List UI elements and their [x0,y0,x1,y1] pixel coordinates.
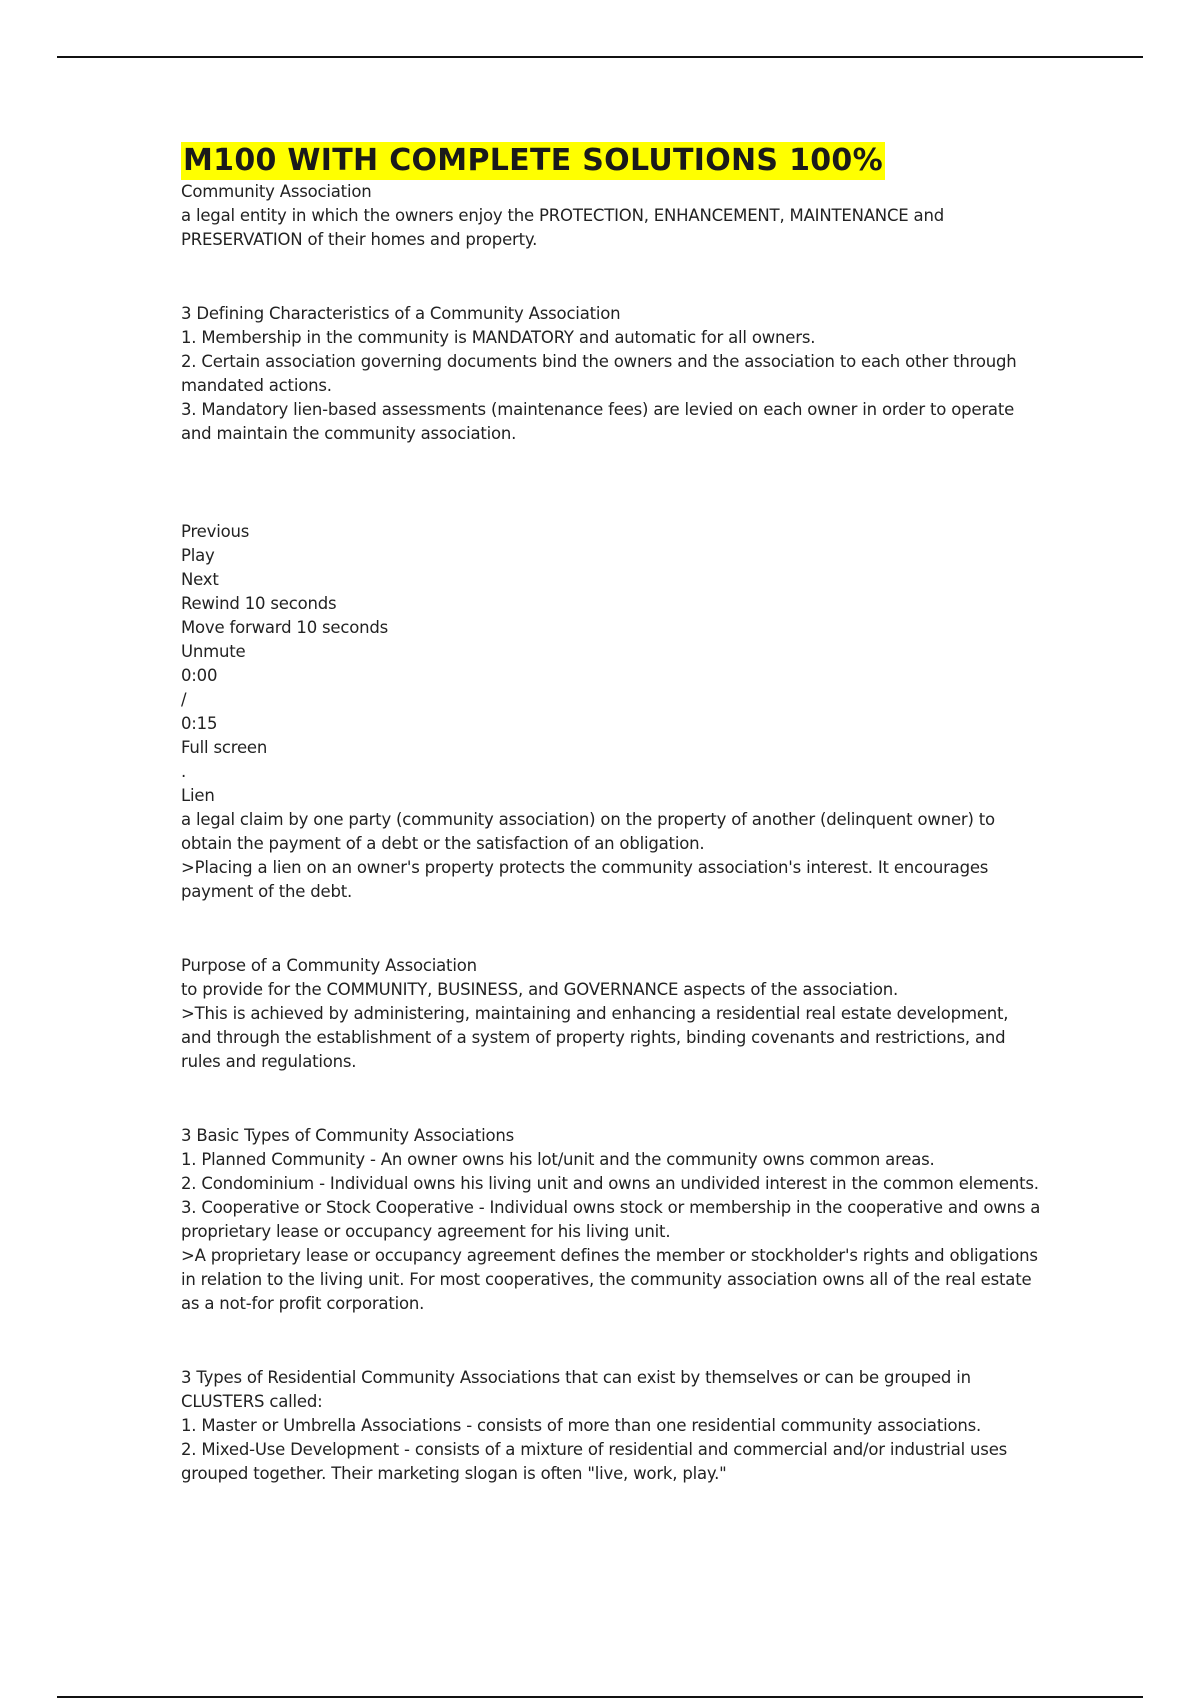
section-lien [181,520,1041,904]
definition-text: >A proprietary lease or occupancy agreement defines the member or stockholder's rights and obligations in relation to the living unit. For most cooperatives, the community association owns all of the real estate as a not-for profit corporation. [181,1246,1038,1313]
definition-text: a legal claim by one party (community association) on the property of another (delinquent owner) to obtain the payment of a debt or the satisfaction of an obligation. [181,810,995,853]
section-purpose [181,954,1041,1074]
list-item: 1. Membership in the community is MANDATORY and automatic for all owners. [181,328,816,347]
term-heading: 3 Defining Characteristics of a Community Association [181,304,621,323]
list-item: 2. Mixed-Use Development - consists of a mixture of residential and commercial and/or industrial uses grouped together. Their marketing slogan is often "live, work, play." [181,1440,1008,1483]
document-body [181,142,1041,1486]
section-spacer [181,1316,1041,1366]
player-control-text: Move forward 10 seconds [181,618,389,637]
player-control-text: Previous [181,522,250,541]
section-spacer [181,252,1041,302]
list-item: 3. Cooperative or Stock Cooperative - Individual owns stock or membership in the cooperative and owns a proprietary lease or occupancy agreement for his living unit. [181,1198,1041,1241]
section-spacer [181,1074,1041,1124]
list-item: 3. Mandatory lien-based assessments (maintenance fees) are levied on each owner in order to operate and maintain the community association. [181,400,1015,443]
player-control-text: Play [181,546,215,565]
section-basic-types [181,1124,1041,1316]
page-bottom-rule [57,1696,1143,1698]
term-heading: 3 Basic Types of Community Associations [181,1126,515,1145]
player-time-text: / [181,690,187,709]
player-control-text: Full screen [181,738,268,757]
player-control-text: Unmute [181,642,246,661]
section-community-association [181,180,1041,252]
list-item: 2. Certain association governing documents bind the owners and the association to each other through mandated actions. [181,352,1017,395]
player-time-text: 0:15 [181,714,218,733]
term-heading: Lien [181,786,215,805]
player-control-text: Next [181,570,219,589]
section-spacer [181,446,1041,520]
definition-text: to provide for the COMMUNITY, BUSINESS, and GOVERNANCE aspects of the association. [181,980,899,999]
definition-text: >This is achieved by administering, maintaining and enhancing a residential real estate development, and through the establishment of a system of property rights, binding covenants and restrictions, and rules and regulations. [181,1004,1009,1071]
document-title: M100 WITH COMPLETE SOLUTIONS 100% [183,143,883,178]
section-spacer [181,904,1041,954]
term-heading: 3 Types of Residential Community Associations that can exist by themselves or can be grouped in CLUSTERS called: [181,1368,971,1411]
list-item: 2. Condominium - Individual owns his living unit and owns an undivided interest in the common elements. [181,1174,1039,1193]
list-item: 1. Planned Community - An owner owns his lot/unit and the community owns common areas. [181,1150,935,1169]
section-residential-types [181,1366,1041,1486]
definition-text: a legal entity in which the owners enjoy the PROTECTION, ENHANCEMENT, MAINTENANCE and PRESERVATION of their homes and property. [181,206,944,249]
section-defining-characteristics [181,302,1041,446]
stray-dot-text: . [181,762,187,781]
list-item: 1. Master or Umbrella Associations - consists of more than one residential community associations. [181,1416,982,1435]
term-heading: Purpose of a Community Association [181,956,477,975]
page-top-rule [57,56,1143,58]
player-time-text: 0:00 [181,666,218,685]
player-control-text: Rewind 10 seconds [181,594,337,613]
definition-text: >Placing a lien on an owner's property protects the community association's interest. It encourages payment of the debt. [181,858,989,901]
term-heading: Community Association [181,182,372,201]
